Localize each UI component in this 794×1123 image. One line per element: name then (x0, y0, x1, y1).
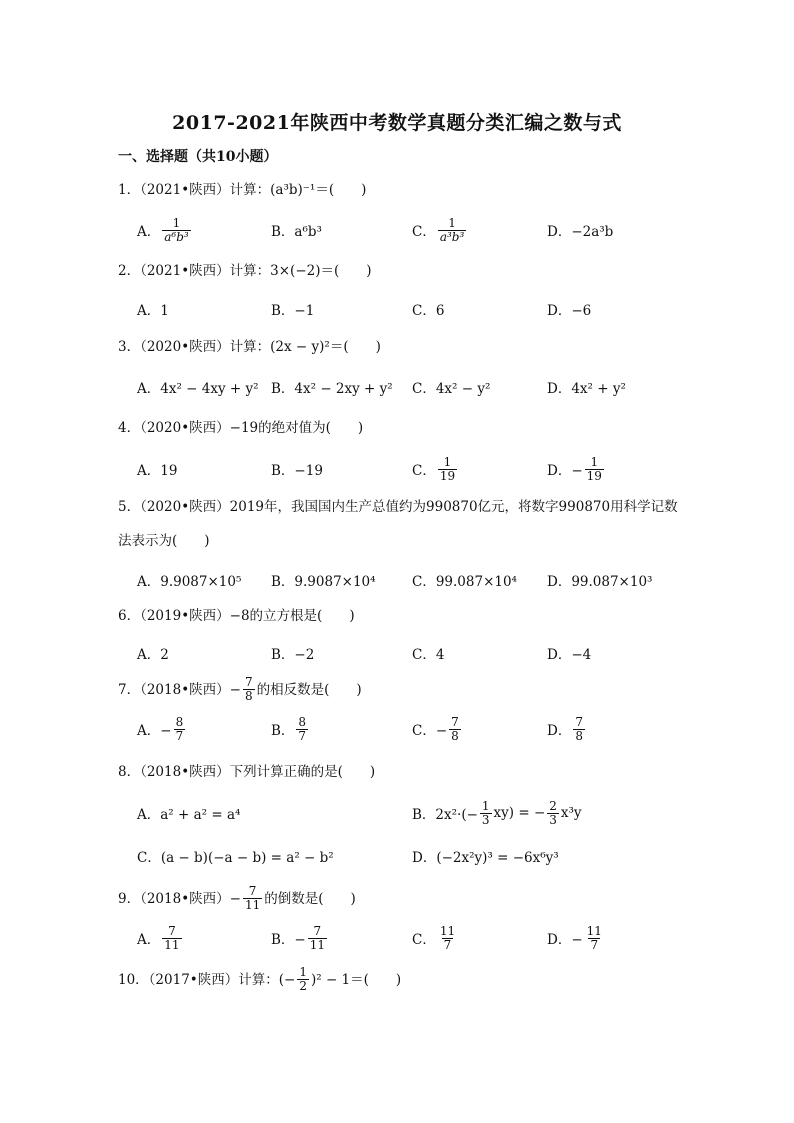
option-3c[interactable]: C．4x² − y² (412, 381, 491, 397)
option-1d[interactable]: D．−2a³b (547, 224, 614, 240)
question-9: 9．（2018•陕西）− $\frac{7}{11}$ 的倒数是( ) (118, 884, 356, 912)
option-8c[interactable]: C．(a − b)(−a − b) = a² − b² (137, 850, 334, 866)
option-1c[interactable]: C． $\frac{1}{\text{a³b³}}$ (412, 215, 465, 244)
options-6 (137, 637, 697, 669)
option-2c[interactable]: C．6 (412, 303, 445, 319)
option-5b[interactable]: B．9.9087×10⁴ (271, 574, 376, 590)
options-3 (137, 371, 697, 403)
question-1: 1．（2021•陕西）计算：(a³b)⁻¹＝( ) (118, 182, 367, 198)
option-7d[interactable]: D． $\frac{7}{8}$ (547, 714, 583, 743)
option-3d[interactable]: D．4x² + y² (547, 381, 626, 397)
option-2b[interactable]: B．−1 (271, 303, 315, 319)
option-5c[interactable]: C．99.087×10⁴ (412, 574, 517, 590)
option-8b[interactable]: B．2x²·(− $\frac{1}{3}$ xy) = − $\frac{2}{3}$ x³y (412, 798, 582, 827)
options-9 (137, 922, 697, 954)
option-7c[interactable]: C．− $\frac{7}{8}$ (412, 714, 459, 743)
option-4a[interactable]: A．19 (137, 463, 178, 479)
option-8a[interactable]: A．a² + a² = a⁴ (137, 807, 241, 823)
option-2d[interactable]: D．−6 (547, 303, 592, 319)
option-6c[interactable]: C．4 (412, 647, 445, 663)
page-title: 2017-2021年陕西中考数学真题分类汇编之数与式 (172, 112, 622, 134)
option-6b[interactable]: B．−2 (271, 647, 315, 663)
option-9b[interactable]: B．− $\frac{7}{11}$ (271, 923, 326, 952)
question-3: 3．（2020•陕西）计算：(2x − y)²＝( ) (118, 339, 381, 355)
option-3a[interactable]: A．4x² − 4xy + y² (137, 381, 259, 397)
option-9d[interactable]: D．− $\frac{11}{7}$ (547, 923, 602, 952)
question-2: 2．（2021•陕西）计算：3×(−2)＝( ) (118, 263, 372, 279)
option-9a[interactable]: A． $\frac{7}{11}$ (137, 923, 180, 952)
question-6: 6．（2019•陕西）−8的立方根是( ) (118, 608, 355, 624)
option-5d[interactable]: D．99.087×10³ (547, 574, 653, 590)
option-1b[interactable]: B．a⁶b³ (271, 224, 322, 240)
question-7: 7．（2018•陕西）− $\frac{7}{8}$ 的相反数是( ) (118, 675, 362, 703)
option-4c[interactable]: C． $\frac{1}{19}$ (412, 454, 456, 483)
question-8: 8．（2018•陕西）下列计算正确的是( ) (118, 764, 376, 780)
option-4b[interactable]: B．−19 (271, 463, 323, 479)
options-1 (137, 214, 697, 246)
option-7a[interactable]: A．− $\frac{8}{7}$ (137, 714, 184, 743)
options-2 (137, 293, 697, 325)
option-2a[interactable]: A．1 (137, 303, 169, 319)
options-8-row1 (137, 797, 697, 829)
question-5: 5．（2020•陕西）2019年，我国国内生产总值约为990870亿元，将数字990870用科学记数法表示为( ) (118, 499, 678, 549)
option-4d[interactable]: D．− $\frac{1}{19}$ (547, 454, 602, 483)
option-5a[interactable]: A．9.9087×10⁵ (137, 574, 242, 590)
options-7 (137, 713, 697, 745)
options-4 (137, 453, 697, 485)
question-10: 10．（2017•陕西）计算：(− $\frac{1}{2}$ )² − 1＝( ) (118, 965, 402, 993)
option-7b[interactable]: B． $\frac{8}{7}$ (271, 714, 307, 743)
option-3b[interactable]: B．4x² − 2xy + y² (271, 381, 393, 397)
option-1a[interactable]: A． $\frac{1}{\text{a⁶b³}}$ (137, 215, 189, 244)
options-5 (137, 564, 697, 596)
option-9c[interactable]: C． $\frac{11}{7}$ (412, 923, 456, 952)
options-8-row2 (137, 840, 697, 872)
option-6a[interactable]: A．2 (137, 647, 169, 663)
section-heading: 一、选择题（共10小题） (118, 149, 278, 165)
option-8d[interactable]: D．(−2x²y)³ = −6x⁶y³ (412, 850, 559, 866)
question-4: 4．（2020•陕西）−19的绝对值为( ) (118, 420, 364, 436)
option-6d[interactable]: D．−4 (547, 647, 592, 663)
